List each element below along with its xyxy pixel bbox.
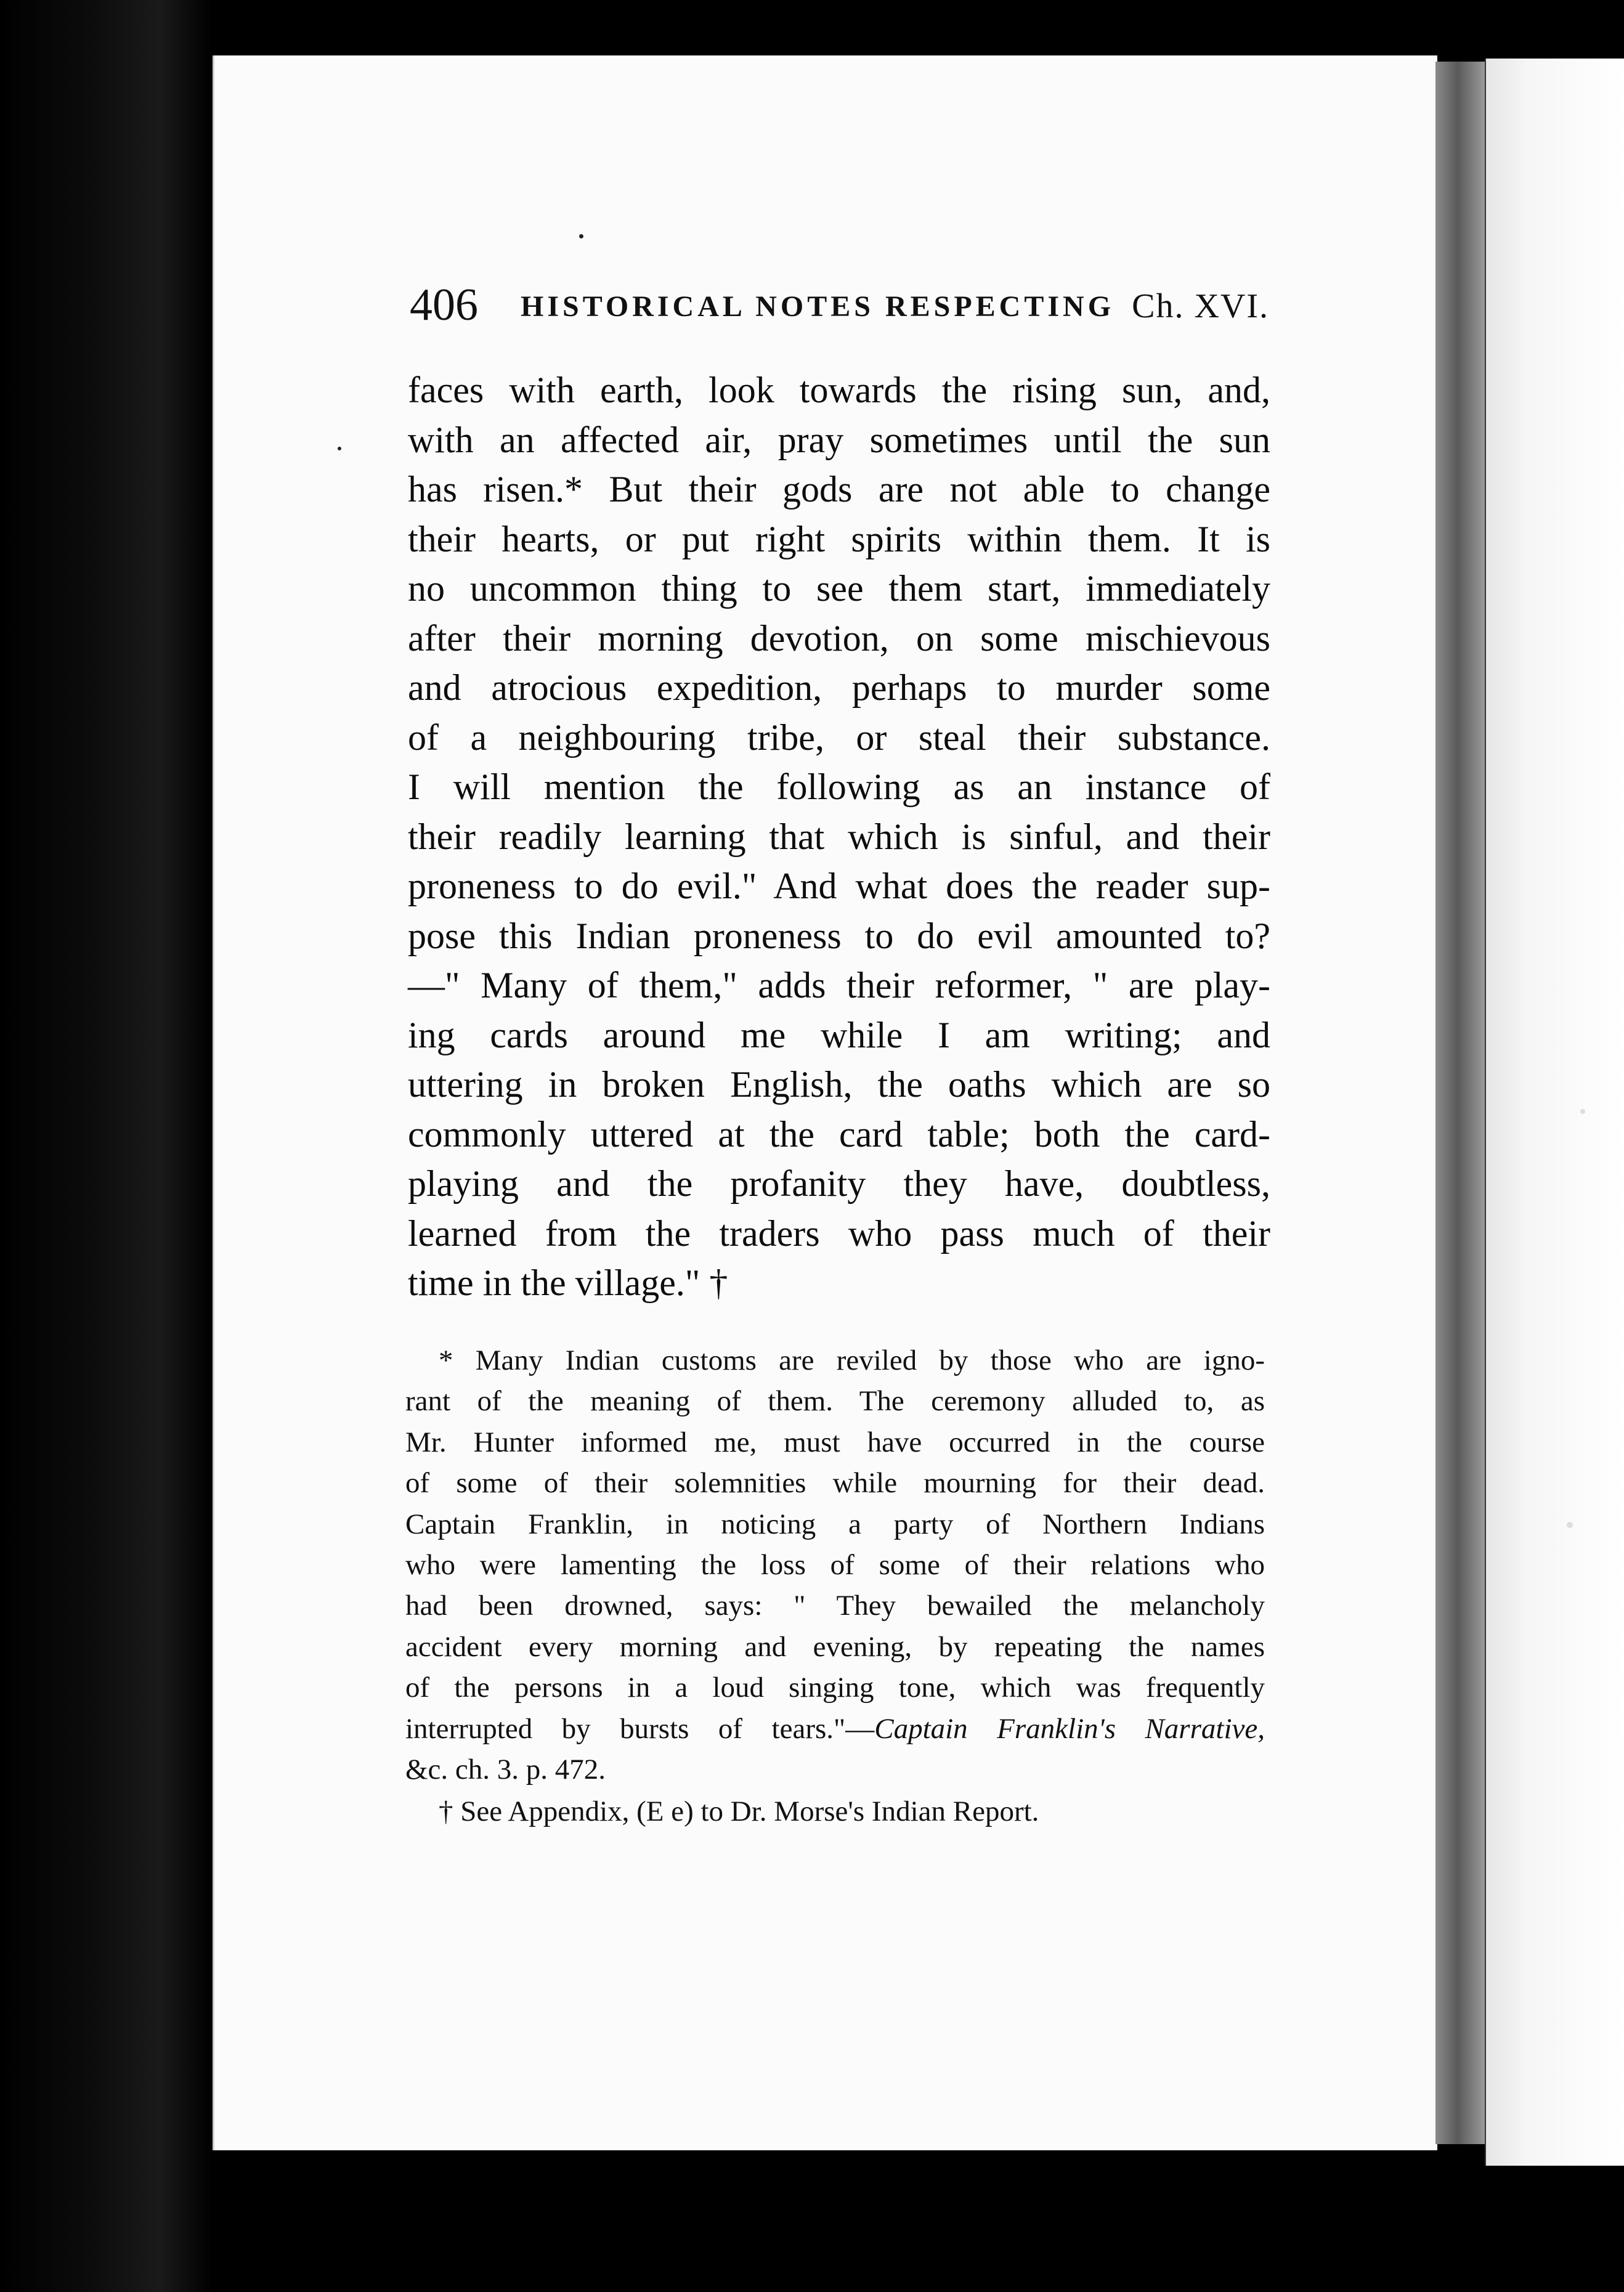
footnote-line: of the persons in a loud singing tone, which was frequently [405,1672,1265,1704]
body-line: pose this Indian proneness to do evil amounted to? [408,915,1270,956]
facing-page-edge [1485,59,1624,2166]
body-line: with an affected air, pray sometimes until the sun [408,419,1270,460]
footnote-line: * Many Indian customs are reviled by those who are igno- [439,1344,1265,1376]
running-header [410,280,1269,330]
chapter-label: Ch. XVI. [1132,287,1269,325]
body-line: their readily learning that which is sinful, and their [408,816,1270,857]
scan-speck [338,447,341,450]
footnote-line-citation [405,1709,1265,1749]
body-line: —" Many of them," adds their reformer, " are play- [408,965,1270,1006]
body-line: ing cards around me while I am writing; and [408,1014,1270,1055]
body-line: commonly uttered at the card table; both the card- [408,1113,1270,1155]
footnote-line: Captain Franklin, in noticing a party of Northern Indians [405,1508,1265,1540]
body-line: after their morning devotion, on some mischievous [408,617,1270,659]
body-line: I will mention the following as an instance of [408,766,1270,807]
body-line: playing and the profanity they have, doubtless, [408,1163,1270,1204]
footnote-dagger: † See Appendix, (E e) to Dr. Morse's Indian Report. [439,1795,1039,1828]
footnote-text: interrupted by bursts of tears."— [405,1712,875,1745]
body-line: of a neighbouring tribe, or steal their substance. [408,717,1270,758]
citation-title: Captain Franklin's Narrative, [874,1712,1265,1745]
body-text [408,365,1270,1308]
scan-left-margin [0,0,213,2292]
footnote-line: &c. ch. 3. p. 472. [405,1753,606,1786]
body-line: has risen.* But their gods are not able to change [408,469,1270,510]
footnote-line: had been drowned, says: " They bewailed the melancholy [405,1590,1265,1622]
footnote-line: Mr. Hunter informed me, must have occurred in the course [405,1426,1265,1458]
footnote-line: who were lamenting the loss of some of their relations who [405,1548,1265,1581]
scan-speck [579,234,583,238]
body-line: their hearts, or put right spirits within them. It is [408,518,1270,559]
body-line: faces with earth, look towards the rising sun, and, [408,370,1270,410]
body-line: and atrocious expedition, perhaps to murder some [408,667,1270,708]
footnote-asterisk [405,1340,1265,1790]
footnote-line: accident every morning and evening, by repeating the names [405,1630,1265,1663]
scan-speck [1567,1522,1573,1528]
body-line: proneness to do evil." And what does the reader sup- [408,866,1270,906]
footnote-line: rant of the meaning of them. The ceremony alluded to, as [405,1385,1265,1418]
body-line: time in the village." † [408,1262,728,1303]
body-line: learned from the traders who pass much of their [408,1213,1270,1254]
footnote-line: of some of their solemnities while mourning for their dead. [405,1467,1265,1500]
footnotes [405,1340,1265,1832]
page-number: 406 [410,280,478,330]
running-title: HISTORICAL NOTES RESPECTING [521,290,1115,323]
page-gutter [1435,62,1485,2144]
scan-speck [1580,1109,1585,1114]
body-line: no uncommon thing to see them start, immediately [408,568,1270,609]
body-line: uttering in broken English, the oaths which are so [408,1064,1270,1105]
